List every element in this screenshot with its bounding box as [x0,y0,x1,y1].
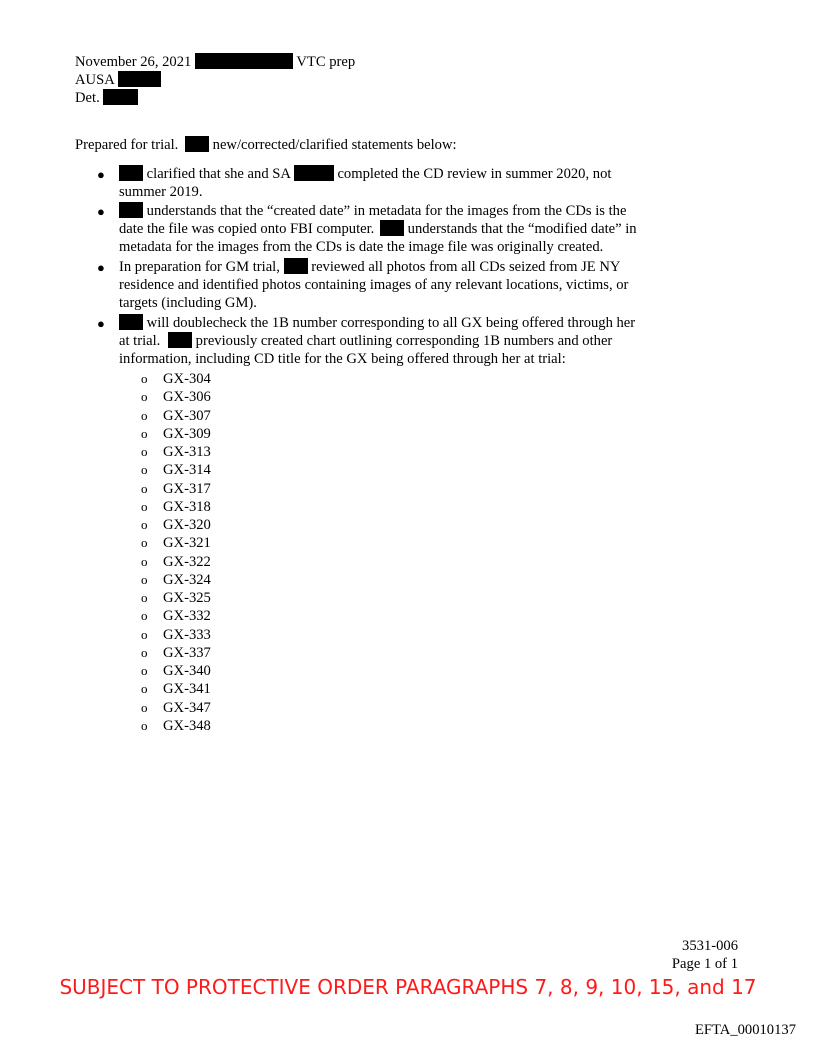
exhibit-label: GX-304 [163,371,211,387]
redaction-box [294,165,334,181]
exhibit-label: GX-341 [163,681,211,698]
memo-date-line [75,53,355,71]
bullet-1-text-b: completed the CD review in summer 2020, not [337,166,612,182]
sub-bullet-marker: o [141,535,148,551]
bullet-2-text-c: understands that the “modified date” in [407,221,637,237]
bullet-item-1 [119,165,659,201]
sub-bullet-marker: o [141,626,148,642]
memo-meeting: VTC prep [296,54,356,70]
redaction-box [380,220,404,236]
intro-prefix: Prepared for trial. [75,137,179,153]
memo-det-line [75,89,138,107]
bullet-4-text-c: previously created chart outlining corresponding 1B numbers and other [195,333,613,349]
exhibit-item [141,589,211,607]
protective-order-notice: SUBJECT TO PROTECTIVE ORDER PARAGRAPHS 7, 8, 9, 10, 15, and 17 [59,975,757,999]
det-label: Det. [75,90,100,106]
sub-bullet-marker: o [141,663,148,678]
exhibit-item [141,480,211,498]
exhibit-label: GX-321 [163,535,211,552]
bullet-4-text-d: information, including CD title for the GX being offered through her at trial: [119,351,566,367]
redaction-box [185,136,209,152]
exhibit-item [141,644,211,662]
bullet-marker: ● [97,316,105,331]
bullet-marker: ● [97,204,105,219]
bullet-marker: ● [97,167,105,182]
exhibit-item [141,662,211,680]
redaction-box [119,202,143,218]
exhibit-label: GX-309 [163,425,211,442]
exhibit-label: GX-347 [163,699,211,716]
exhibit-item [141,461,211,479]
exhibit-item [141,388,211,406]
file-number: 3531-006 [682,938,738,954]
exhibit-item [141,571,211,589]
exhibit-label: GX-325 [163,590,211,606]
exhibit-label: GX-307 [163,407,211,424]
bullet-1-text-a: clarified that she and SA [146,166,291,182]
sub-bullet-marker: o [141,407,148,423]
sub-bullet-marker: o [141,608,148,624]
exhibit-item [141,607,211,625]
sub-bullet-marker: o [141,699,148,715]
sub-bullet-marker: o [141,462,148,478]
sub-bullet-marker: o [141,590,148,605]
exhibit-label: GX-313 [163,444,211,460]
exhibit-item [141,553,211,571]
redaction-box [284,258,308,274]
exhibit-label: GX-348 [163,717,211,734]
sub-bullet-marker: o [141,389,148,405]
intro-line [75,136,457,154]
bullet-item-3 [119,258,659,312]
intro-suffix: new/corrected/clarified statements below: [212,137,457,153]
memo-date: November 26, 2021 [75,54,192,70]
sub-bullet-marker: o [141,644,148,660]
bates-number: EFTA_00010137 [695,1022,796,1038]
bullet-item-4 [119,314,659,368]
redaction-box [119,165,143,181]
bullet-marker: ● [97,260,105,275]
exhibit-label: GX-306 [163,389,211,406]
sub-bullet-marker: o [141,480,148,496]
bullet-2-text-b: date the file was copied onto FBI computer. [119,221,375,237]
sub-bullet-marker: o [141,517,148,532]
exhibit-label: GX-318 [163,498,211,515]
redaction-box [119,314,143,330]
exhibit-label: GX-337 [163,644,211,661]
exhibit-label: GX-324 [163,571,211,588]
exhibit-label: GX-332 [163,608,211,625]
exhibit-label: GX-317 [163,480,211,497]
memo-ausa-line [75,71,161,89]
exhibit-label: GX-320 [163,517,211,533]
sub-bullet-marker: o [141,444,148,459]
exhibit-item [141,626,211,644]
sub-bullet-marker: o [141,371,148,386]
exhibit-label: GX-333 [163,626,211,643]
sub-bullet-marker: o [141,425,148,441]
bullet-3-text-b: reviewed all photos from all CDs seized from JE NY [311,259,621,275]
bullet-1-text-c: summer 2019. [119,184,203,200]
bullet-4-text-a: will doublecheck the 1B number corresponding to all GX being offered through her [146,315,636,331]
bullet-2-text-a: understands that the “created date” in metadata for the images from the CDs is the [146,203,627,219]
exhibit-item [141,498,211,516]
exhibit-label: GX-340 [163,663,211,679]
exhibit-item [141,717,211,735]
exhibit-item [141,443,211,461]
bullet-3-text-c: residence and identified photos containing images of any relevant locations, victims, or [119,277,629,293]
page-number: Page 1 of 1 [671,956,738,972]
exhibit-item [141,534,211,552]
sub-bullet-marker: o [141,553,148,569]
exhibit-label: GX-314 [163,462,211,479]
sub-bullet-marker: o [141,571,148,587]
exhibit-item [141,425,211,443]
exhibit-item [141,407,211,425]
bullet-2-text-d: metadata for the images from the CDs is date the image file was originally created. [119,239,604,255]
bullet-item-2 [119,202,659,256]
exhibit-item [141,699,211,717]
redaction-box [168,332,192,348]
exhibit-item [141,680,211,698]
redaction-box [103,89,138,105]
exhibit-item [141,370,211,388]
sub-bullet-marker: o [141,498,148,514]
bullet-3-text-a: In preparation for GM trial, [119,259,280,275]
exhibit-label: GX-322 [163,553,211,570]
bullet-4-text-b: at trial. [119,333,161,349]
exhibit-item [141,516,211,534]
sub-bullet-marker: o [141,681,148,697]
redaction-box [195,53,293,69]
bullet-3-text-d: targets (including GM). [119,295,257,311]
ausa-label: AUSA [75,72,114,88]
redaction-box [118,71,161,87]
sub-bullet-marker: o [141,717,148,733]
